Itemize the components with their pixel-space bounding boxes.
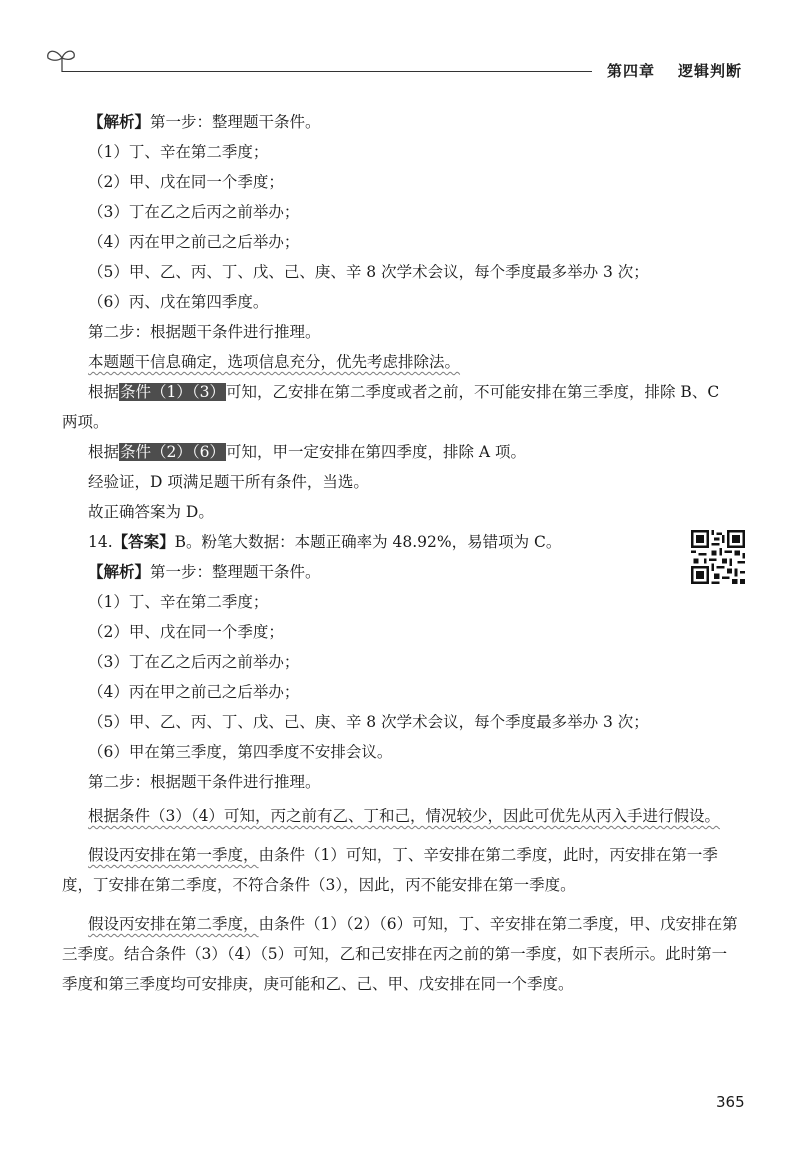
highlighted-condition: 条件（1）（3）: [120, 383, 225, 401]
analysis-tag: 【解析】: [88, 113, 151, 131]
answer-tag: 【答案】: [112, 533, 175, 551]
page-header: [0, 0, 800, 90]
q13-condition-4: （4）丙在甲之前己之后举办；: [88, 233, 300, 251]
r1-post: 可知，乙安排在第二季度或者之前，不可能安排在第三季度，排除 B、C 两项。: [62, 383, 720, 431]
q14-condition-4: （4）丙在甲之前己之后举办；: [88, 683, 300, 701]
q13-analysis-heading: [62, 107, 738, 137]
qr-code-icon[interactable]: [691, 530, 745, 584]
page-content: [62, 107, 738, 999]
q13-condition-1: （1）丁、辛在第二季度；: [88, 143, 269, 161]
q13-condition-6: （6）丙、戊在第四季度。: [88, 293, 269, 311]
q14-answer-text: B。粉笔大数据：本题正确率为 48.92%，易错项为 C。: [174, 533, 562, 551]
q13-conclusion: 故正确答案为 D。: [88, 503, 214, 521]
q13-condition-2: （2）甲、戊在同一个季度；: [88, 173, 284, 191]
q14-paragraph-3: [62, 909, 738, 999]
header-rule: [62, 71, 592, 72]
analysis-tag: 【解析】: [88, 563, 151, 581]
q14-paragraph-2: [62, 840, 738, 900]
q14-step2: 第二步：根据题干条件进行推理。: [88, 773, 321, 791]
sprout-icon: [44, 44, 78, 74]
q14-condition-3: （3）丁在乙之后丙之前举办；: [88, 653, 300, 671]
q13-method: [62, 347, 738, 377]
q13-condition-5: （5）甲、乙、丙、丁、戊、己、庚、辛 8 次学术会议，每个季度最多举办 3 次；: [88, 263, 649, 281]
q14-p1-text: 根据条件（3）（4）可知，丙之前有乙、丁和己，情况较少，因此可优先从丙入手进行假设。: [88, 807, 720, 825]
highlighted-condition: 条件（2）（6）: [120, 443, 225, 461]
q13-method-text: 本题题干信息确定，选项信息充分，优先考虑排除法。: [88, 353, 461, 371]
q14-condition-1: （1）丁、辛在第二季度；: [88, 593, 269, 611]
q13-step2: 第二步：根据题干条件进行推理。: [88, 323, 321, 341]
q13-reasoning-1: [62, 377, 738, 437]
q13-step1: 第一步：整理题干条件。: [150, 113, 321, 131]
q13-verify: 经验证，D 项满足题干所有条件，当选。: [88, 473, 369, 491]
q14-p3-assumption: 假设丙安排在第二季度，: [88, 915, 259, 933]
q14-number: 14.: [88, 533, 113, 551]
q14-condition-5: （5）甲、乙、丙、丁、戊、己、庚、辛 8 次学术会议，每个季度最多举办 3 次；: [88, 713, 649, 731]
q14-step1: 第一步：整理题干条件。: [150, 563, 321, 581]
q13-condition-3: （3）丁在乙之后丙之前举办；: [88, 203, 300, 221]
q14-p3-rest: 由条件（1）（2）（6）可知，丁、辛安排在第二季度，甲、戊安排在第三季度。结合条件（3）（4）（5）可知，乙和己安排在丙之前的第一季度，如下表所示。此时第一季度和第三季度均可安排庚，庚可能和乙、己、甲、戊安排在同一个季度。: [62, 915, 738, 993]
q14-paragraph-1: [62, 801, 738, 831]
r2-post: 可知，甲一定安排在第四季度，排除 A 项。: [226, 443, 527, 461]
chapter-title: 第四章: [607, 62, 656, 80]
q14-analysis-heading: [62, 557, 738, 587]
section-title: 逻辑判断: [678, 62, 743, 80]
page-number: 365: [716, 1093, 745, 1111]
q14-p2-rest: 由条件（1）可知，丁、辛安排在第二季度，此时，丙安排在第一季度，丁安排在第二季度，不符合条件（3），因此，丙不能安排在第一季度。: [62, 846, 718, 894]
q14-answer: [62, 527, 738, 557]
q13-reasoning-2: [62, 437, 738, 467]
q14-condition-2: （2）甲、戊在同一个季度；: [88, 623, 284, 641]
r1-pre: 根据: [88, 383, 120, 401]
r2-pre: 根据: [88, 443, 120, 461]
q14-p2-assumption: 假设丙安排在第一季度，: [88, 846, 259, 864]
q14-condition-6: （6）甲在第三季度，第四季度不安排会议。: [88, 743, 393, 761]
